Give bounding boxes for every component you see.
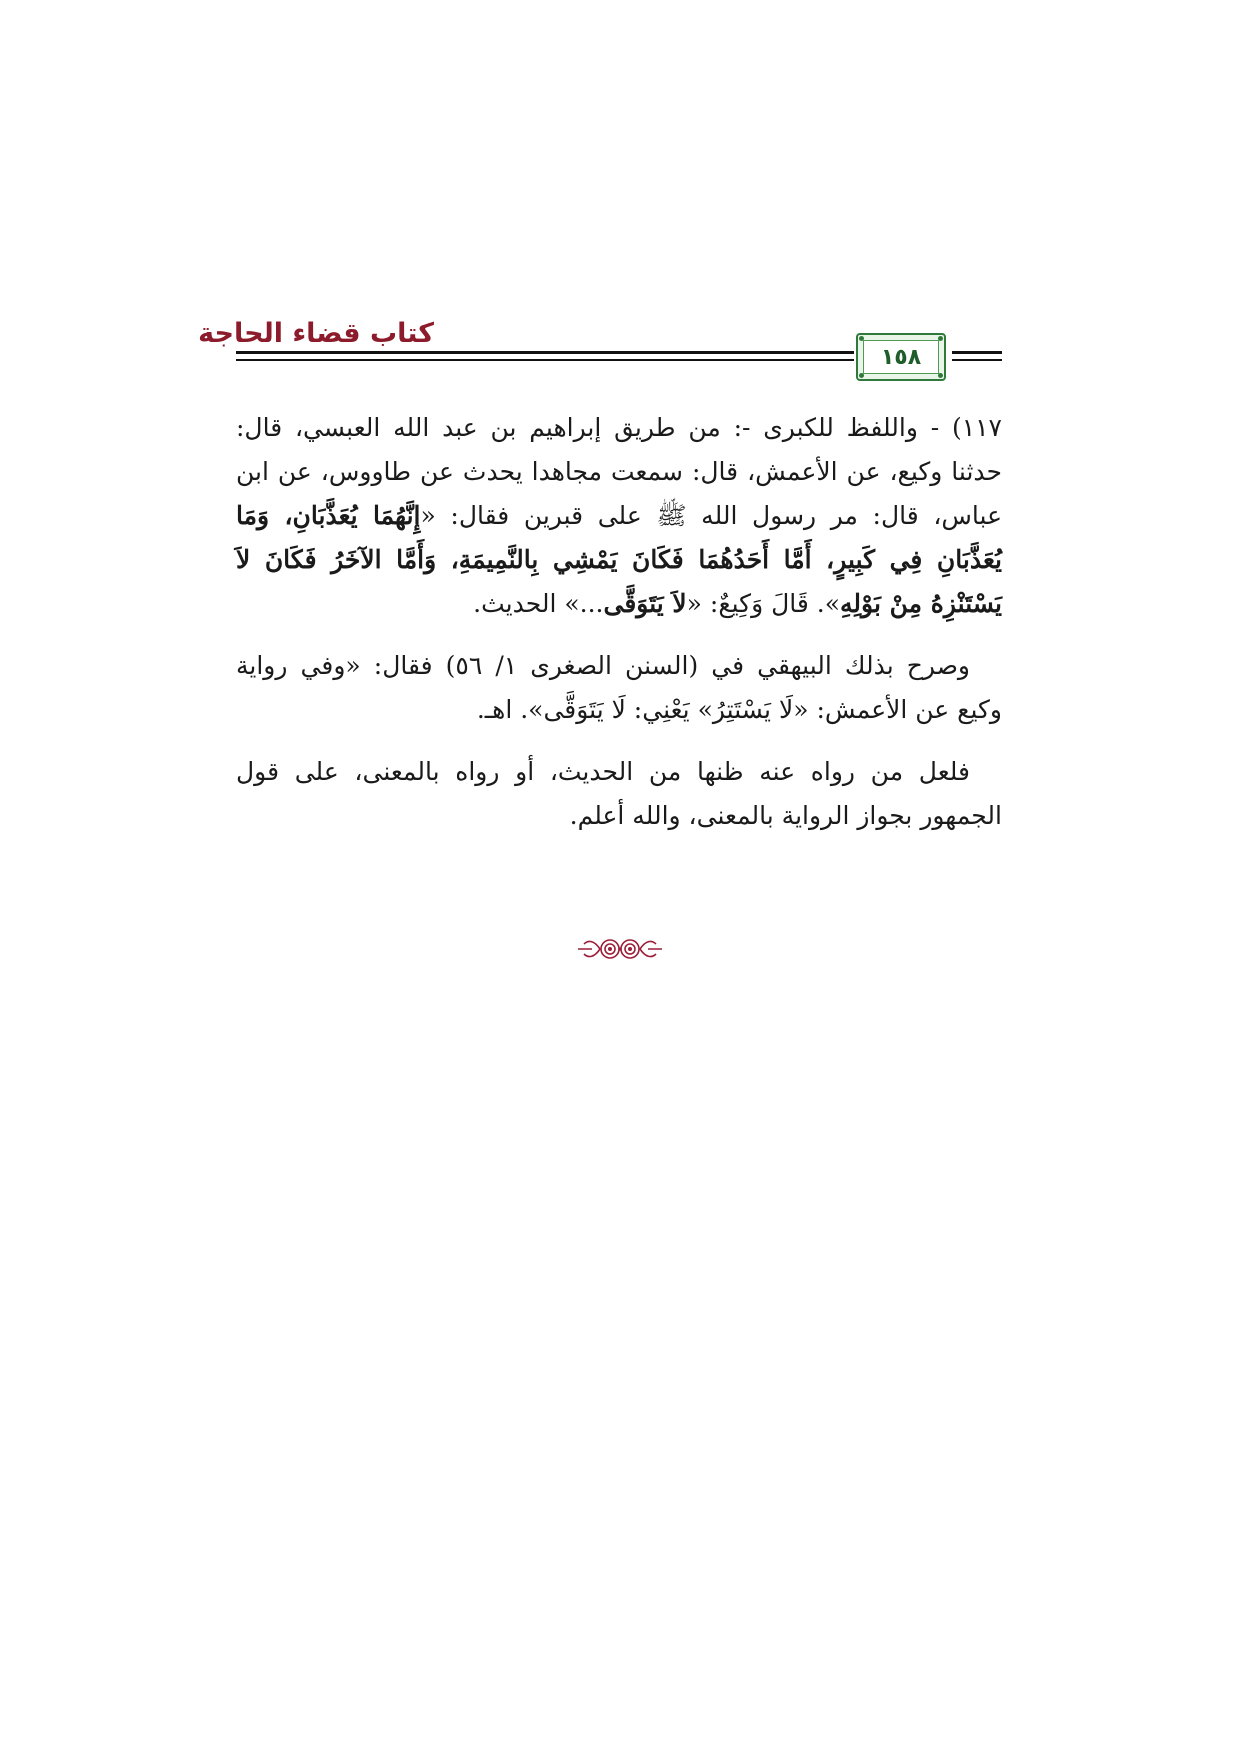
waki-quote: لاَ يَتَوَقَّى: [603, 589, 687, 618]
paragraph-1-middle: ». قَالَ وَكِيعٌ: «: [686, 589, 841, 618]
paragraph-1: [236, 406, 1002, 626]
page-number: ١٥٨: [863, 340, 939, 374]
page-content: [236, 406, 1002, 856]
header-rule-top: [236, 351, 854, 354]
paragraph-1-end: ...» الحديث.: [473, 589, 604, 618]
book-title: كتاب قضاء الحاجة: [198, 318, 434, 349]
page-number-badge: [856, 333, 946, 381]
hadith-text: إِنَّهُمَا يُعَذَّبَانِ، وَمَا يُعَذَّبَانِ فِي كَبِيرٍ، أَمَّا أَحَدُهُمَا فَكَانَ يَمْشِي بِالنَّمِيمَةِ، وَأَمَّا الآخَرُ فَكَانَ لاَ يَسْتَنْزِهُ مِنْ بَوْلِهِ: [236, 501, 1002, 618]
floral-ornament-icon: [570, 934, 670, 964]
paragraph-3: فلعل من رواه عنه ظنها من الحديث، أو رواه بالمعنى، على قول الجمهور بجواز الرواية بالمعنى، والله أعلم.: [236, 757, 1002, 830]
header-rule-right-top: [952, 351, 1002, 354]
paragraph-1-intro: ١١٧) - واللفظ للكبرى -: من طريق إبراهيم بن عبد الله العبسي، قال: حدثنا وكيع، عن الأعمش، قال: سمعت مجاهدا يحدث عن طاووس، عن ابن عباس، قال: مر رسول الله ﷺ على قبرين فقال: «: [236, 413, 1002, 530]
paragraph-2: وصرح بذلك البيهقي في (السنن الصغرى ١/ ٥٦) فقال: «وفي رواية وكيع عن الأعمش: «لَا يَسْتَتِرُ» يَعْنِي: لَا يَتَوَقَّى». اهـ.: [236, 651, 1002, 724]
header-rule-right-bottom: [952, 359, 1002, 361]
header-rule-bottom: [236, 359, 854, 361]
